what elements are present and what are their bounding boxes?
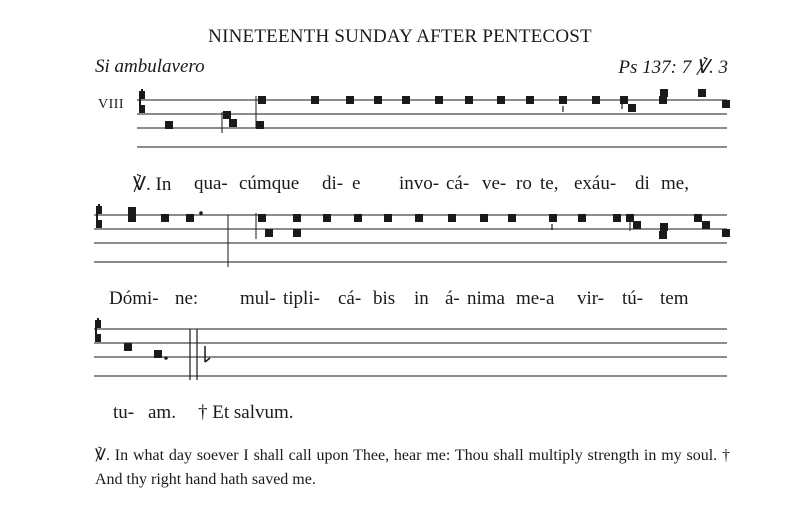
lyric-syllable: mul- bbox=[240, 288, 276, 309]
neume-note bbox=[465, 96, 473, 104]
lyric-syllable: exáu- bbox=[574, 173, 617, 194]
neume-note bbox=[154, 350, 162, 358]
title-letter-n: N bbox=[208, 26, 223, 47]
lyric-syllable: di- bbox=[322, 173, 344, 194]
lyric-syllable: te, bbox=[540, 173, 559, 194]
lyric-syllable: ve- bbox=[482, 173, 507, 194]
neume-note bbox=[311, 96, 319, 104]
neume-note bbox=[722, 100, 730, 108]
title-word-rest-2: UNDAY AFTER bbox=[345, 26, 478, 47]
neume-note bbox=[258, 96, 266, 104]
title-word-rest-1: INETEENTH bbox=[222, 26, 330, 47]
neume-note bbox=[628, 104, 636, 112]
lyric-syllable: cúmque bbox=[239, 173, 300, 194]
neume-note bbox=[223, 111, 231, 119]
lyric-syllable: ro bbox=[516, 173, 532, 194]
lyric-syllable: tem bbox=[660, 288, 689, 309]
neume-note bbox=[265, 229, 273, 237]
lyric-syllable: cá- bbox=[446, 173, 470, 194]
neume-note bbox=[592, 96, 600, 104]
neume-note bbox=[256, 121, 264, 129]
custos-icon bbox=[205, 346, 210, 362]
lyric-syllable: a bbox=[546, 288, 555, 309]
lyric-syllable: me, bbox=[661, 173, 689, 194]
lyric-syllable: Dómi- bbox=[109, 288, 159, 309]
neume-note bbox=[402, 96, 410, 104]
lyric-syllable: nima bbox=[467, 288, 505, 309]
lyric-syllable: di bbox=[635, 173, 650, 194]
neume-note bbox=[633, 221, 641, 229]
neume-note bbox=[384, 214, 392, 222]
neume-note bbox=[659, 96, 667, 104]
neume-note bbox=[659, 231, 667, 239]
title-letter-s: S bbox=[334, 26, 346, 47]
lyric-syllable: tú- bbox=[622, 288, 644, 309]
neume-note bbox=[620, 96, 628, 104]
neume-note bbox=[549, 214, 557, 222]
c-clef-icon bbox=[139, 91, 145, 99]
title-word-rest-3: ENTECOST bbox=[493, 26, 592, 47]
neume-note bbox=[124, 343, 132, 351]
neume-note bbox=[229, 119, 237, 127]
psalm-reference: Ps 137: 7 ℣. 3 bbox=[618, 57, 728, 78]
neume-note bbox=[578, 214, 586, 222]
lyric-syllable: invo- bbox=[399, 173, 440, 194]
lyric-syllable: ne: bbox=[175, 288, 199, 309]
neume-note bbox=[161, 214, 169, 222]
c-clef-icon bbox=[95, 320, 101, 328]
neume-note bbox=[480, 214, 488, 222]
neume-note bbox=[660, 89, 668, 97]
neume-note bbox=[508, 214, 516, 222]
staff-system-2 bbox=[0, 203, 800, 273]
c-clef-icon bbox=[96, 220, 102, 228]
lyric-syllable: á- bbox=[445, 288, 460, 309]
neume-note bbox=[128, 207, 136, 215]
neume-note bbox=[702, 221, 710, 229]
lyric-syllable: vir- bbox=[577, 288, 605, 309]
neume-note bbox=[293, 229, 301, 237]
title-letter-p: P bbox=[482, 26, 494, 47]
neume-note bbox=[694, 214, 702, 222]
lyric-syllable: cá- bbox=[338, 288, 362, 309]
neume-note bbox=[354, 214, 362, 222]
punctum-mora-dot bbox=[199, 211, 203, 215]
lyric-syllable: † Et salvum. bbox=[198, 402, 294, 423]
lyric-syllable: ℣. In bbox=[133, 174, 172, 195]
chant-incipit: Si ambulavero bbox=[95, 56, 205, 77]
staff-system-3 bbox=[0, 317, 800, 387]
neume-note bbox=[323, 214, 331, 222]
lyric-syllable: tipli- bbox=[283, 288, 320, 309]
neume-note bbox=[722, 229, 730, 237]
neume-note bbox=[660, 223, 668, 231]
punctum-mora-dot bbox=[164, 356, 168, 360]
lyric-syllable: qua- bbox=[194, 173, 228, 194]
neume-note bbox=[128, 214, 136, 222]
neume-note bbox=[293, 214, 301, 222]
translation-text: ℣. In what day soever I shall call upon Thee, hear me: Thou shall multiply strength in my soul. † And thy right hand hath saved me. bbox=[95, 447, 730, 488]
c-clef-icon bbox=[95, 334, 101, 342]
neume-note bbox=[415, 214, 423, 222]
neume-note bbox=[698, 89, 706, 97]
lyric-syllable: e bbox=[352, 173, 361, 194]
neume-note bbox=[374, 96, 382, 104]
neume-note bbox=[258, 214, 266, 222]
neume-note bbox=[346, 96, 354, 104]
neume-note bbox=[613, 214, 621, 222]
staff-system-1 bbox=[0, 88, 800, 158]
lyric-syllable: in bbox=[414, 288, 429, 309]
neume-note bbox=[435, 96, 443, 104]
lyric-syllable: me- bbox=[516, 288, 546, 309]
neume-note bbox=[559, 96, 567, 104]
neume-note bbox=[186, 214, 194, 222]
lyric-syllable: tu- bbox=[113, 402, 135, 423]
neume-note bbox=[497, 96, 505, 104]
c-clef-icon bbox=[96, 206, 102, 214]
mode-label: VIII bbox=[98, 97, 125, 112]
c-clef-icon bbox=[139, 105, 145, 113]
lyric-syllable: bis bbox=[373, 288, 396, 309]
lyric-syllable: am. bbox=[148, 402, 176, 423]
neume-note bbox=[448, 214, 456, 222]
neume-note bbox=[526, 96, 534, 104]
neume-note bbox=[165, 121, 173, 129]
page-title bbox=[0, 26, 800, 48]
